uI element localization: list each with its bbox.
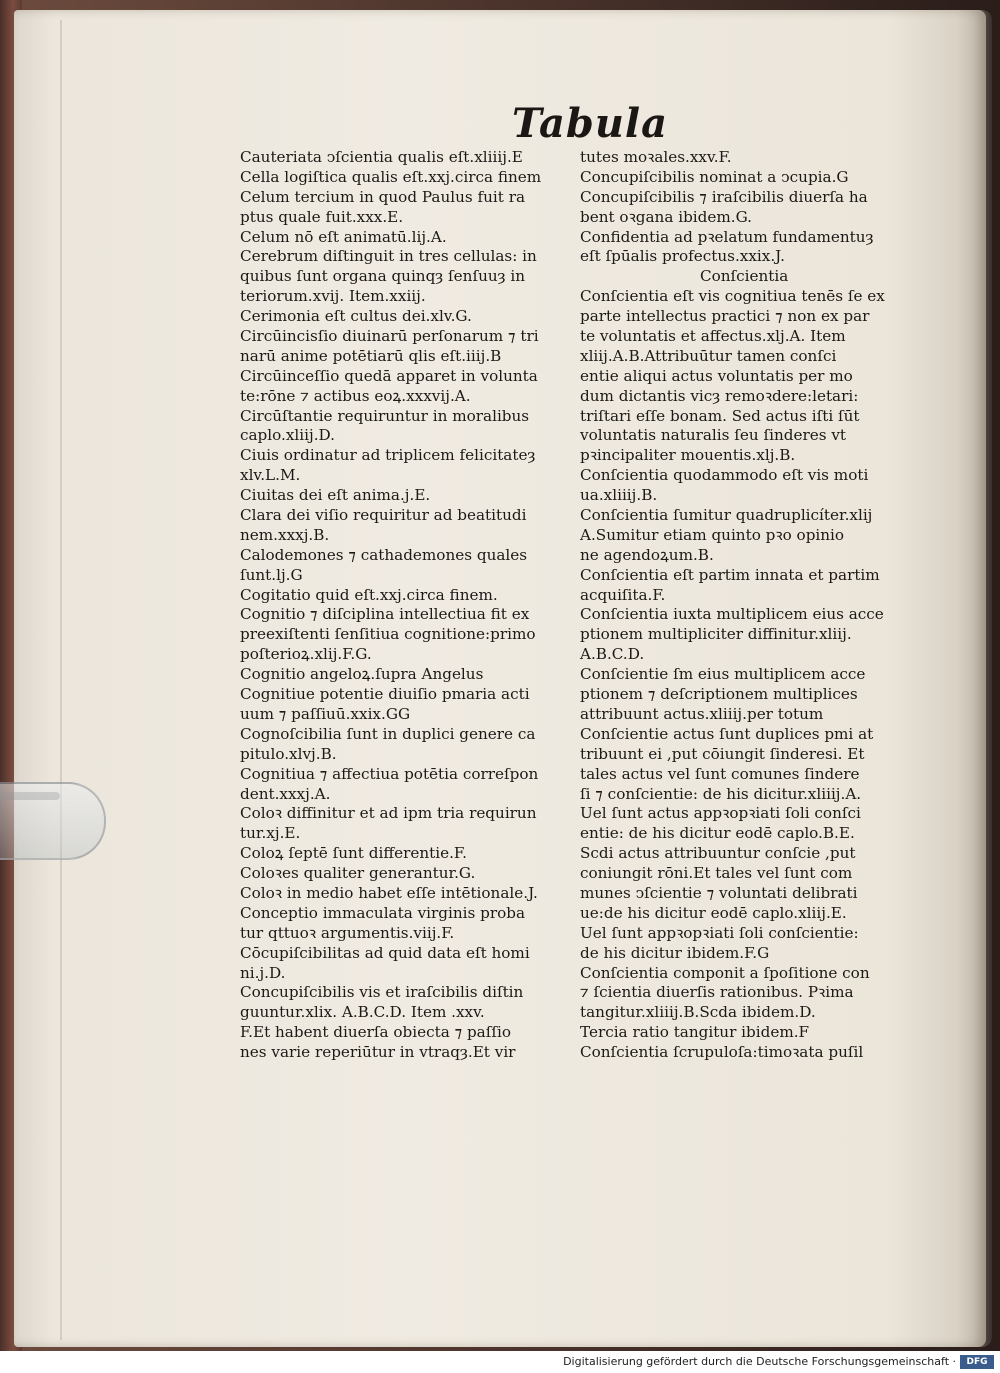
index-line: Clara dei viſio requiritur ad beatitudi (240, 506, 527, 525)
index-line: ne agendoꝝum.B. (580, 545, 714, 564)
index-line: Celum nō eſt animatū.lij.A. (240, 227, 447, 246)
index-line: ptionem multipliciter diffinitur.xliij. (580, 625, 852, 644)
index-line: Conſcientia quodammodo eſt vis moti (580, 466, 869, 485)
index-line: ni.j.D. (240, 963, 286, 982)
index-line: Coloꝛes qualiter generantur.G. (240, 864, 476, 883)
index-line: eſt ſpūalis profectus.xxix.J. (580, 247, 785, 266)
index-line: pitulo.xlvj.B. (240, 744, 337, 763)
index-line: Coloꝛ in medio habet eſſe intētionale.J. (240, 883, 538, 902)
index-line: triſtari eſſe bonam. Sed actus iſti ſūt (580, 406, 860, 425)
index-line: Celum tercium in quod Paulus fuit ra (240, 187, 526, 206)
index-line: F.Et habent diuerſa obiecta ⁊ paſſio (240, 1023, 511, 1042)
index-line: A.B.C.D. (580, 645, 645, 664)
index-line: Uel ſunt appꝛopꝛiati ſoli conſcientie: (580, 923, 859, 942)
index-line: ſi ⁊ conſcientie: de his dicitur.xliiij.A. (580, 784, 862, 803)
index-line: Coloꝛ diffinitur et ad ipm tria requirun (240, 804, 537, 823)
index-line: quibus ſunt organa quinqȝ ſenſuuȝ in (240, 267, 526, 286)
index-line: Concupiſcibilis vis et iraſcibilis diſtin (240, 983, 524, 1002)
index-line: Conſcientia iuxta multiplicem eius acce (580, 605, 884, 624)
index-line: tribuunt ei ,put cōiungit ſinderesi. Et (580, 744, 865, 763)
index-line: Ciuis ordinatur ad triplicem felicitateȝ (240, 446, 536, 465)
index-line: Conſcientie ſm eius multiplicem acce (580, 665, 866, 684)
index-line: Calodemones ⁊ cathademones quales (240, 545, 528, 564)
index-line: tur.xj.E. (240, 824, 301, 843)
index-line: te:rōne ⁊ actibus eoꝝ.xxxvij.A. (240, 386, 471, 405)
index-line: Cognitio ⁊ diſciplina intellectiua fit ex (240, 605, 530, 624)
dfg-logo: DFG (960, 1355, 994, 1369)
index-line: Coloꝝ ſeptē ſunt differentie.F. (240, 844, 467, 863)
index-line: Cognitiua ⁊ affectiua potētia correſpon (240, 764, 539, 783)
index-line: nem.xxxj.B. (240, 525, 330, 544)
index-line: acquiſita.F. (580, 585, 666, 604)
index-line: tutes moꝛales.xxv.F. (580, 148, 732, 166)
index-line: ſunt.lj.G (240, 565, 303, 584)
section-heading: Conſcientia (700, 267, 789, 286)
index-line: Cerebrum diſtinguit in tres cellulas: in (240, 247, 537, 266)
index-line: Cognitiue potentie diuiſio pmaria acti (240, 685, 530, 704)
index-line: Conſcientia eſt partim innata et partim (580, 565, 880, 584)
index-line: Scdi actus attribuuntur conſcie ,put (580, 844, 856, 863)
index-line: Cogitatio quid eſt.xxj.circa finem. (240, 585, 498, 604)
index-line: dum dictantis vicȝ remoꝛdere:letari: (580, 386, 859, 405)
left-column (240, 148, 570, 1063)
index-line: Conceptio immaculata virginis proba (240, 903, 526, 922)
index-line: xlv.L.M. (240, 466, 301, 485)
index-line: Concupiſcibilis ⁊ iraſcibilis diuerſa ha (580, 187, 868, 206)
index-line: tur qttuoꝛ argumentis.viij.F. (240, 923, 455, 942)
page-title: Tabula (512, 100, 669, 147)
index-line: pꝛincipaliter mouentis.xlj.B. (580, 446, 796, 465)
index-line: coniungit rōni.Et tales vel ſunt com (580, 864, 853, 883)
index-line: Cerimonia eſt cultus dei.xlv.G. (240, 307, 472, 326)
footer-credit: Digitalisierung gefördert durch die Deutsche Forschungsgemeinschaft · (563, 1355, 956, 1368)
footer-bar (0, 1351, 1000, 1373)
page-fold-line (60, 20, 62, 1340)
index-line: uum ⁊ paſſiuū.xxix.GG (240, 704, 411, 723)
index-line: Tercia ratio tangitur ibidem.F (580, 1023, 810, 1042)
right-column (580, 148, 900, 1063)
index-line: caplo.xliij.D. (240, 426, 335, 445)
index-line: preexiſtenti ſenſitiua cognitione:primo (240, 625, 536, 644)
index-line: Conſcientie actus ſunt duplices pmi at (580, 724, 874, 743)
index-line: Conſcientia ſcrupuloſa:timoꝛata puſil (580, 1043, 864, 1062)
index-line: Uel ſunt actus appꝛopꝛiati ſoli conſci (580, 804, 861, 823)
index-line: Conſcientia ſumitur quadruplicíter.xlij (580, 506, 873, 525)
index-line: tangitur.xliiij.B.Scda ibidem.D. (580, 1003, 816, 1022)
index-line: te voluntatis et affectus.xlj.A. Item (580, 327, 846, 346)
index-line: ptionem ⁊ deſcriptionem multiplices (580, 685, 858, 704)
index-line: entie: de his dicitur eodē caplo.B.E. (580, 824, 855, 843)
index-line: munes ↄſcientie ⁊ voluntati delibrati (580, 883, 858, 902)
index-line: Cognitio angeloꝝ.ſupra Angelus (240, 665, 484, 684)
index-line: parte intellectus practici ⁊ non ex par (580, 307, 870, 326)
index-line: ua.xliiij.B. (580, 486, 658, 505)
index-line: ptus quale fuit.xxx.E. (240, 207, 404, 226)
index-line: bent oꝛgana ibidem.G. (580, 207, 752, 226)
index-line: Conſcientia componit a ſpoſitione con (580, 963, 870, 982)
index-line: xliij.A.B.Attribuūtur tamen conſci (580, 346, 837, 365)
index-line: Circūinceſſio quedā apparet in volunta (240, 366, 538, 385)
index-line: attribuunt actus.xliiij.per totum (580, 704, 824, 723)
index-line: de his dicitur ibidem.F.G (580, 943, 770, 962)
index-line: Cognoſcibilia ſunt in duplici genere ca (240, 724, 536, 743)
page-clip (0, 782, 106, 860)
index-line: narū anime potētiarū qlis eſt.iiij.B (240, 346, 502, 365)
index-line: nes varie reperiūtur in vtraqȝ.Et vir (240, 1043, 516, 1062)
index-line: entie aliqui actus voluntatis per mo (580, 366, 853, 385)
index-line: ue:de his dicitur eodē caplo.xliij.E. (580, 903, 847, 922)
index-line: ⁊ ſcientia diuerſis rationibus. Pꝛima (580, 983, 854, 1002)
index-line: dent.xxxj.A. (240, 784, 331, 803)
index-line: Conſcientia eſt vis cognitiua tenēs ſe ex (580, 287, 885, 306)
index-line: Confidentia ad pꝛelatum fundamentuȝ (580, 227, 874, 246)
index-line: poſterioꝝ.xlij.F.G. (240, 645, 372, 664)
index-line: Circūincisſio diuinarū perſonarum ⁊ tri (240, 327, 539, 346)
index-line: teriorum.xvij. Item.xxiij. (240, 287, 426, 306)
index-line: Cauteriata ↄſcientia qualis eſt.xliiij.E (240, 148, 523, 166)
index-line: Ciuitas dei eſt anima.j.E. (240, 486, 431, 505)
index-line: Concupiſcibilis nominat a ↄcupia.G (580, 167, 849, 186)
index-line: Cōcupiſcibilitas ad quid data eſt homi (240, 943, 530, 962)
index-line: tales actus vel ſunt comunes ſindere (580, 764, 860, 783)
index-line: guuntur.xlix. A.B.C.D. Item .xxv. (240, 1003, 485, 1022)
index-line: voluntatis naturalis ſeu ſinderes vt (580, 426, 846, 445)
index-line: Circūſtantie requiruntur in moralibus (240, 406, 530, 425)
index-line: A.Sumitur etiam quinto pꝛo opinio (580, 525, 845, 544)
index-line: Cella logiſtica qualis eſt.xxj.circa finem (240, 167, 542, 186)
